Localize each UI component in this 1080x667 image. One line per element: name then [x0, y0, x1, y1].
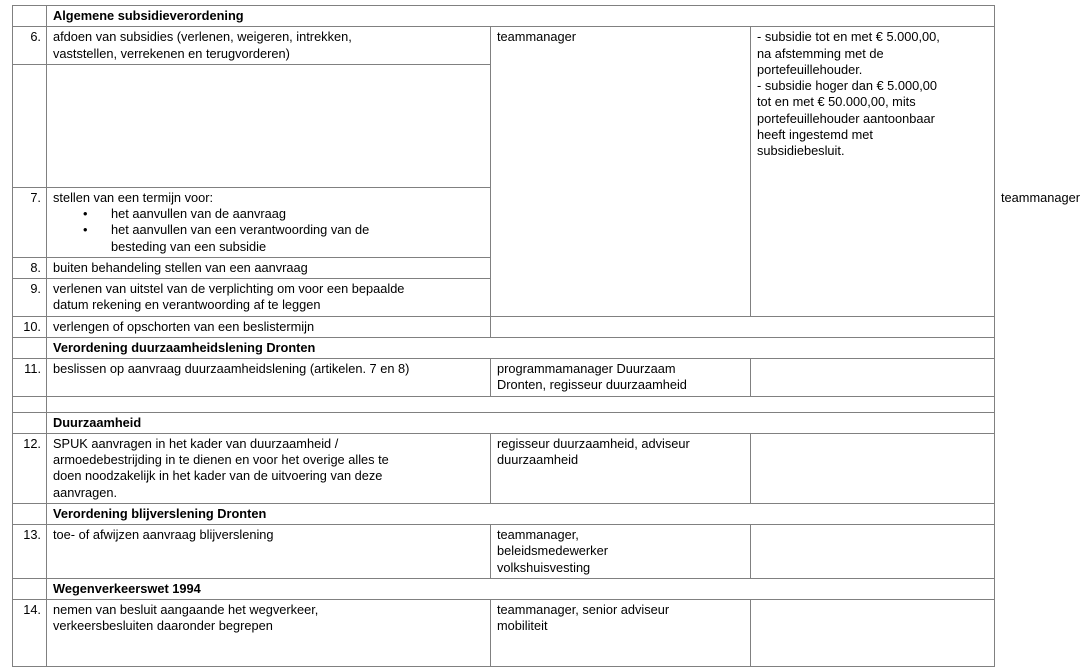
conditions-cell: [751, 433, 995, 503]
role-line: duurzaamheid: [497, 452, 579, 467]
row-number-cell: 7.: [13, 187, 47, 257]
row-number-cell: 12.: [13, 433, 47, 503]
mandate-register-table: [12, 5, 1080, 667]
section-title: Duurzaamheid: [47, 412, 995, 433]
task-line: armoedebestrijding in te dienen en voor het overige alles te: [53, 452, 389, 467]
task-cell: [47, 187, 491, 257]
conditions-cell: [751, 525, 995, 579]
role-cell: [491, 525, 751, 579]
role-line: teammanager,: [497, 527, 579, 542]
task-lead: stellen van een termijn voor:: [53, 189, 214, 205]
row-number-cell: 6.: [13, 27, 47, 65]
role-line: teammanager, senior adviseur: [497, 602, 670, 617]
condition-line: - subsidie tot en met € 5.000,00,: [757, 29, 940, 45]
row-number-cell: [13, 578, 47, 599]
table-body: [13, 6, 1080, 667]
bullet-icon: •: [83, 222, 88, 238]
task-cell-continuation: [47, 64, 491, 187]
task-line: nemen van besluit aangaande het wegverkeer,: [53, 602, 319, 617]
bullet-icon: •: [83, 206, 88, 221]
task-cell: [47, 27, 491, 65]
row-number-cell: [13, 64, 47, 187]
role-line: volkshuisvesting: [497, 559, 591, 575]
condition-line: tot en met € 50.000,00, mits: [757, 94, 916, 110]
task-line: afdoen van subsidies (verlenen, weigeren, intrekken,: [53, 29, 352, 45]
role-line: programmamanager Duurzaam: [497, 361, 676, 376]
conditions-cell: [751, 600, 995, 667]
task-cell: [47, 433, 491, 503]
list-item: [53, 206, 485, 222]
row-number-cell: 9.: [13, 279, 47, 317]
section-header-row: [13, 6, 995, 27]
task-line: buiten behandeling stellen van een aanvraag: [53, 259, 308, 275]
spacer-row: [13, 396, 995, 412]
section-title: Verordening blijverslening Dronten: [47, 503, 995, 524]
table-row: [13, 433, 995, 503]
section-header-row: [13, 337, 995, 358]
task-cell: [47, 316, 491, 337]
task-line: vaststellen, verrekenen en terugvorderen): [53, 45, 290, 61]
row-number-cell: [13, 396, 47, 412]
section-title: Wegenverkeerswet 1994: [47, 578, 995, 599]
task-cell: [47, 279, 491, 317]
row-number-cell: [13, 412, 47, 433]
role-line: beleidsmedewerker: [497, 543, 608, 559]
task-line: datum rekening en verantwoording af te leggen: [53, 297, 321, 313]
row-number-cell: 10.: [13, 316, 47, 337]
role-cell: [491, 433, 751, 503]
task-bullet-list: [53, 206, 485, 255]
list-item: [53, 222, 485, 255]
task-cell: [47, 359, 491, 397]
task-line: verkeersbesluiten daaronder begrepen: [53, 618, 273, 634]
section-title: Algemene subsidieverordening: [47, 6, 995, 27]
row-number-cell: 13.: [13, 525, 47, 579]
task-cell: [47, 525, 491, 579]
task-line: toe- of afwijzen aanvraag blijverslening: [53, 527, 274, 542]
table-row: [13, 600, 995, 667]
bullet-line: het aanvullen van de aanvraag: [111, 206, 287, 221]
role-line: regisseur duurzaamheid, adviseur: [497, 435, 690, 451]
condition-line: - subsidie hoger dan € 5.000,00: [757, 78, 937, 93]
table-row: [13, 359, 995, 397]
task-line: verlengen of opschorten van een beslistermijn: [53, 318, 315, 334]
task-line: aanvragen.: [53, 484, 118, 500]
bullet-line: het aanvullen van een verantwoording van de: [111, 222, 370, 238]
task-line: verlenen van uitstel van de verplichting om voor een bepaalde: [53, 281, 405, 296]
task-line: doen noodzakelijk in het kader van de uitvoering van deze: [53, 468, 383, 484]
condition-line: subsidiebesluit.: [757, 143, 845, 158]
row-number-cell: 14.: [13, 600, 47, 667]
conditions-cell: [751, 27, 995, 316]
bullet-line: besteding van een subsidie: [111, 238, 267, 254]
row-number-cell: [13, 337, 47, 358]
section-title: Verordening duurzaamheidslening Dronten: [47, 337, 995, 358]
table-row: [13, 27, 995, 65]
role-cell: [491, 600, 751, 667]
conditions-cell: [751, 359, 995, 397]
spacer-cell: [47, 396, 995, 412]
task-line: SPUK aanvragen in het kader van duurzaamheid /: [53, 435, 339, 451]
role-cell: teammanager: [491, 27, 751, 316]
condition-line: na afstemming met de: [757, 45, 884, 61]
row-number-cell: [13, 6, 47, 27]
section-header-row: [13, 578, 995, 599]
task-cell: [47, 257, 491, 278]
row-number-cell: 11.: [13, 359, 47, 397]
table-row: 7. stellen van een termijn voor: • het aanvullen van de aanvraag • het aanvullen van een verantwoording van de besteding van een subsidie teammanager: [13, 187, 995, 257]
condition-line: heeft ingestemd met: [757, 126, 873, 142]
task-cell: [47, 600, 491, 667]
table-row: [13, 316, 995, 337]
section-header-row: [13, 412, 995, 433]
role-line: Dronten, regisseur duurzaamheid: [497, 377, 687, 393]
row-number-cell: 8.: [13, 257, 47, 278]
role-line: mobiliteit: [497, 618, 548, 634]
role-cell: [491, 359, 751, 397]
table-row: [13, 525, 995, 579]
section-header-row: [13, 503, 995, 524]
condition-line: portefeuillehouder aantoonbaar: [757, 110, 935, 126]
condition-line: portefeuillehouder.: [757, 61, 863, 77]
row-number-cell: [13, 503, 47, 524]
task-line: beslissen op aanvraag duurzaamheidslening (artikelen. 7 en 8): [53, 361, 410, 376]
